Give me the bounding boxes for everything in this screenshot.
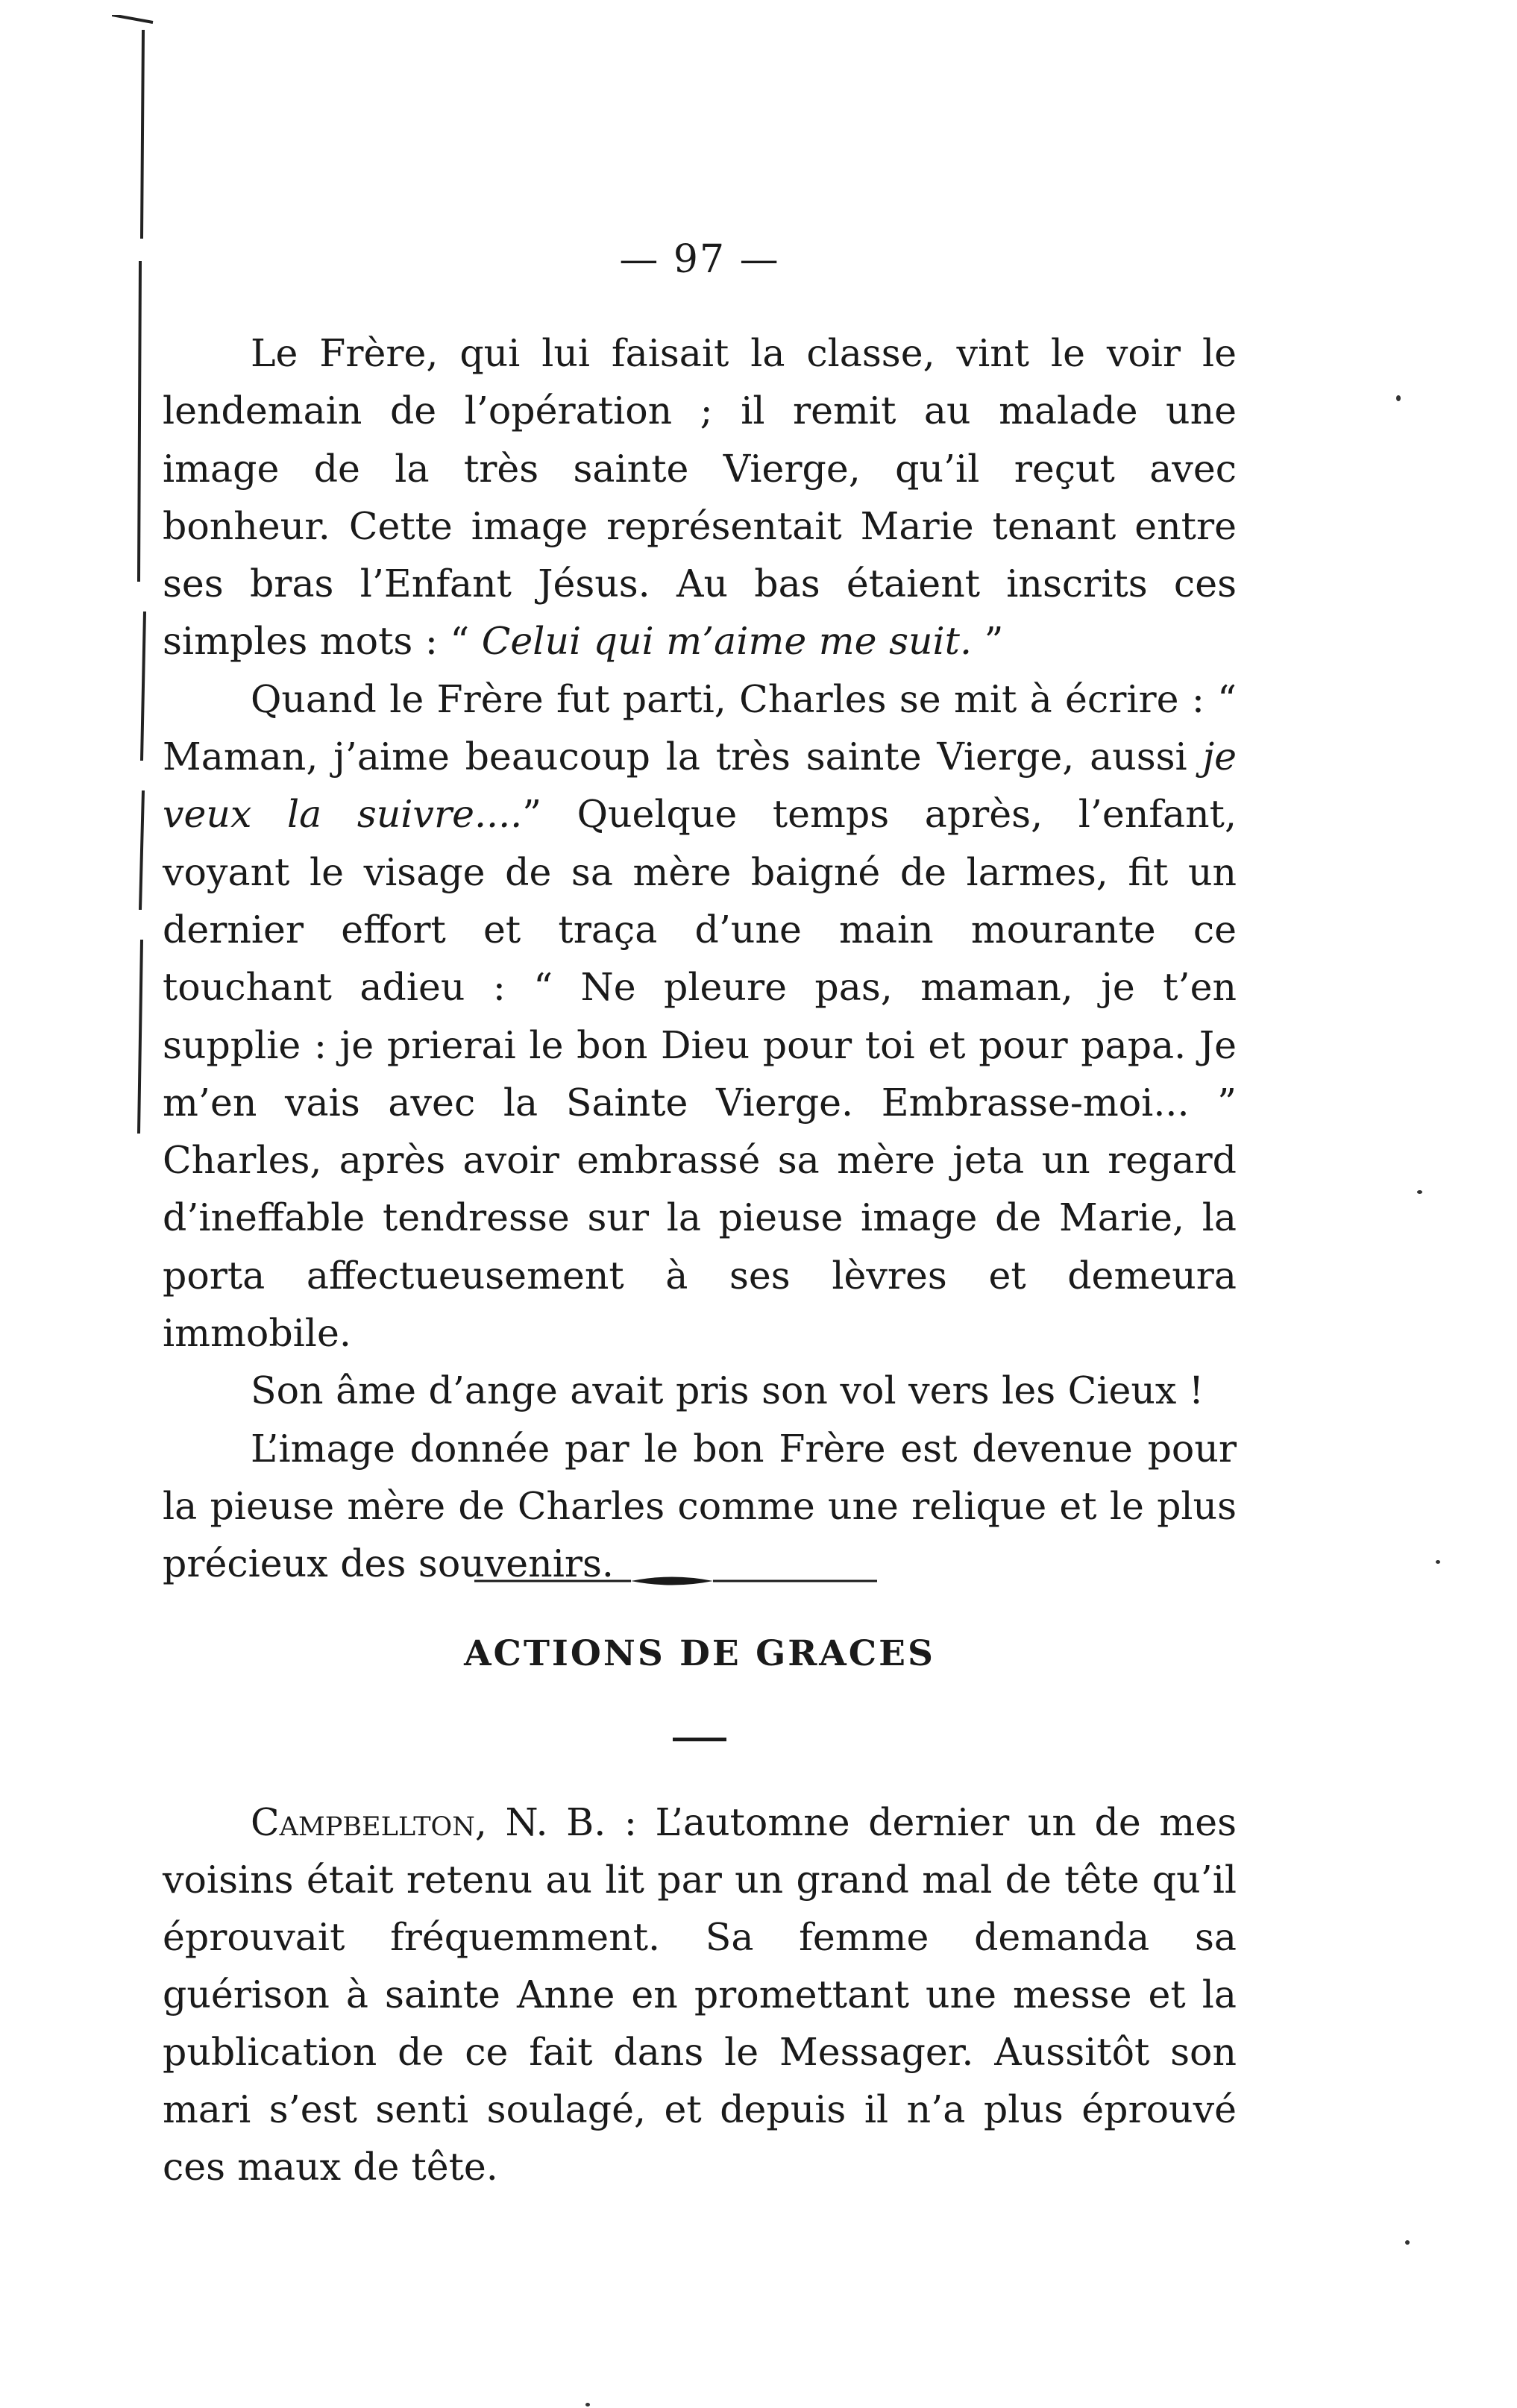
scan-speck: [585, 2403, 590, 2407]
italic-title: Messager.: [779, 2030, 974, 2074]
scan-speck: [1396, 395, 1401, 401]
paragraph: [163, 1794, 1237, 2195]
italic-phrase: je veux la suivre....: [163, 735, 1237, 837]
place-name: Campbellton: [251, 1800, 475, 1844]
testimony-text: [163, 1794, 1237, 2195]
scan-speck: [1417, 1190, 1422, 1194]
paragraph-text: ” Quelque temps après, l’enfant, voyant le visage de sa mère baigné de larmes, fit un dernier effort et traça d’une main mourante ce touchant adieu : “ Ne pleure pas, maman, je t’en supplie : je prierai le bon Dieu pour toi et pour papa. Je m’en vais avec la Sainte Vierge. Embrasse-moi... ” Charles, après avoir embrassé sa mère jeta un regard d’ineffable tendresse sur la pieuse image de Marie, la porta affectueusement à ses lèvres et demeura immobile.: [163, 792, 1237, 1356]
scan-speck: [1436, 1560, 1440, 1564]
quoted-motto: Celui qui m’aime me suit.: [481, 619, 973, 664]
paragraph-text: Aussitôt son mari s’est senti soulagé, et depuis il n’a plus éprouvé ces maux de tête.: [163, 2030, 1237, 2189]
section-heading: ACTIONS DE GRACES: [464, 1633, 935, 1674]
paragraph-text: Le Frère, qui lui faisait la classe, vint le voir le lendemain de l’opération ; il remit au malade une image de la très sainte Vierge, qu’il reçut avec bonheur. Cette image représentait Marie tenant entre ses bras l’Enfant Jésus. Au bas étaient inscrits ces simples mots : “: [163, 331, 1237, 664]
scan-edge-mark: [112, 15, 157, 1134]
paragraph-text: Quand le Frère fut parti, Charles se mit à écrire : “ Maman, j’aime beaucoup la très sainte Vierge, aussi: [163, 676, 1237, 779]
place-suffix: , N. B. :: [474, 1800, 656, 1844]
page-number: — 97 —: [619, 237, 780, 282]
heading-rule: [673, 1738, 726, 1741]
paragraph: [163, 670, 1237, 1362]
story-text: [163, 324, 1237, 1593]
paragraph: L’image donnée par le bon Frère est devenue pour la pieuse mère de Charles comme une relique et le plus précieux des souvenirs.: [163, 1426, 1237, 1586]
closing-quote: ”: [972, 619, 1004, 664]
section-divider-ornament: [474, 1570, 877, 1592]
paragraph-text: L’automne dernier un de mes voisins était retenu au lit par un grand mal de tête qu’il éprouvait fréquemment. Sa femme demanda sa guérison à sainte Anne en promettant une messe et la publication de ce fait dans le: [163, 1800, 1237, 2074]
paragraph: [163, 324, 1237, 670]
paragraph: Son âme d’ange avait pris son vol vers les Cieux !: [251, 1368, 1205, 1413]
scan-speck: [1405, 2240, 1410, 2245]
